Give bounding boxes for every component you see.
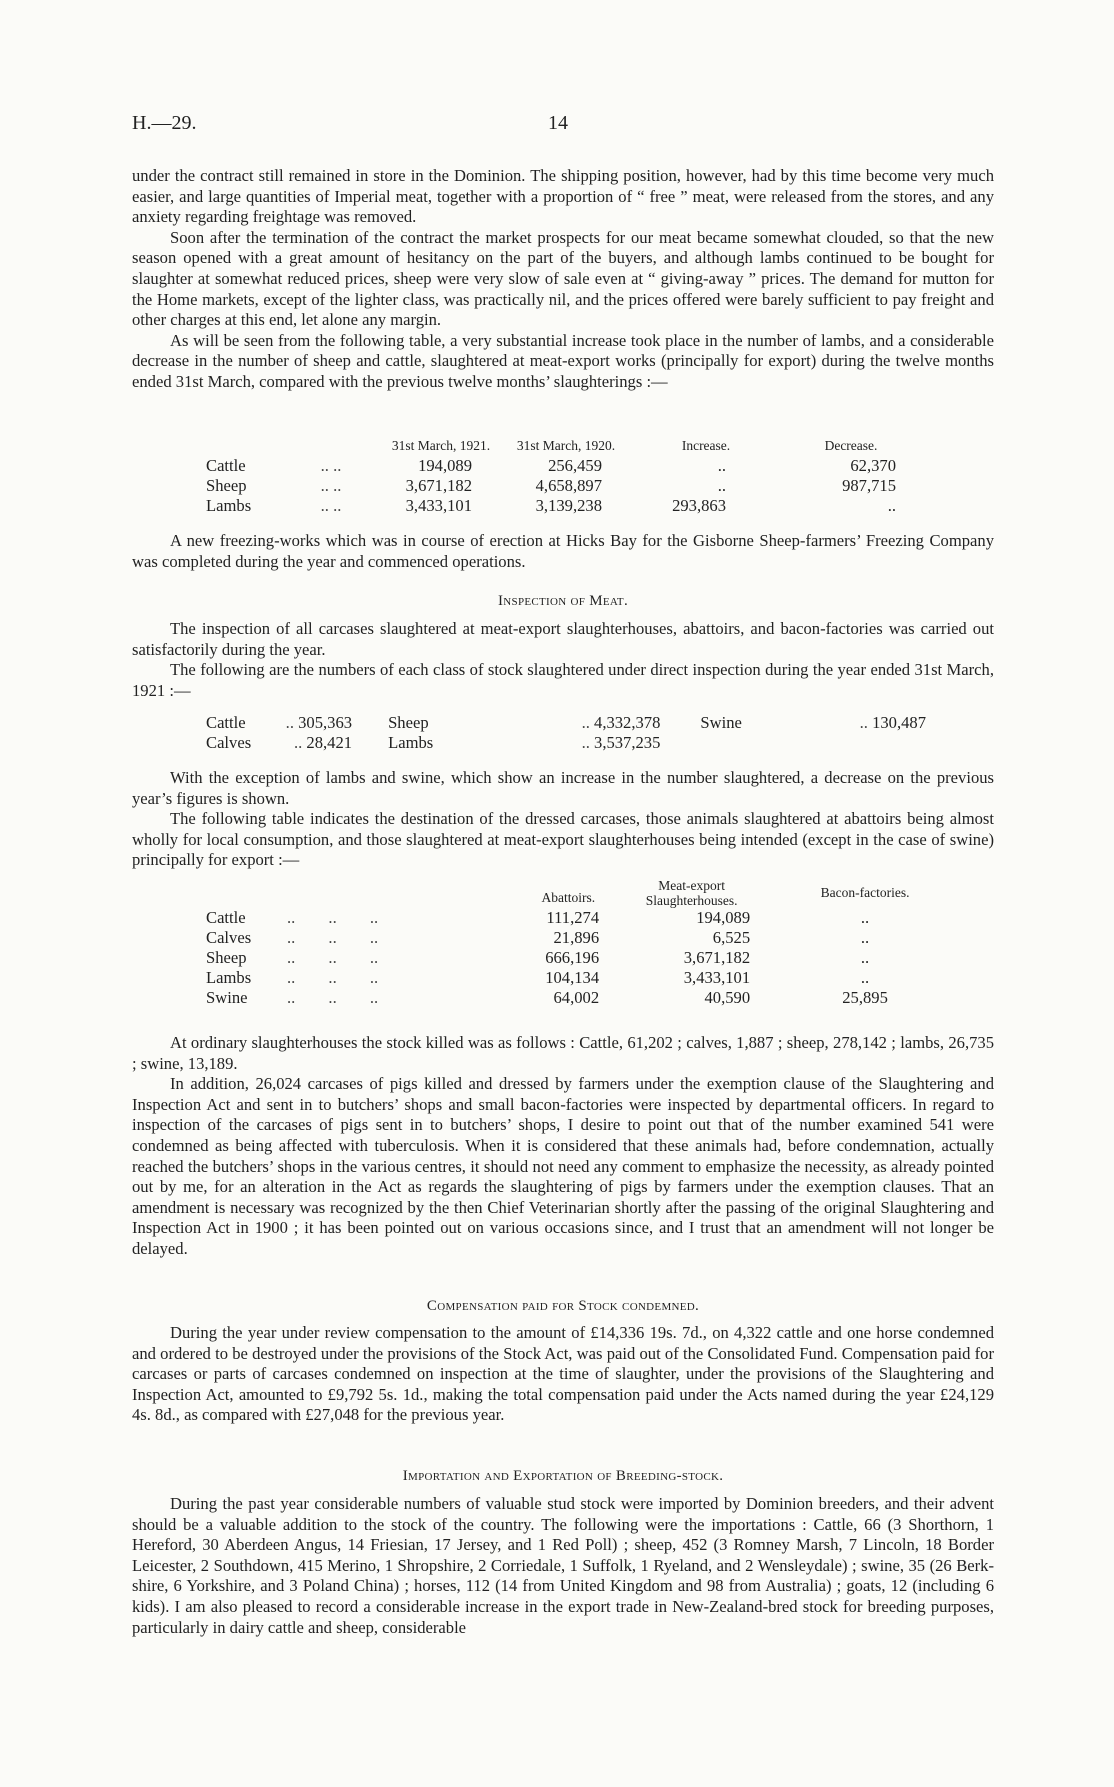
row-value: .. 4,332,378 bbox=[581, 713, 661, 732]
carcase-destination-table bbox=[206, 878, 946, 1008]
row-label: Cattle bbox=[206, 456, 246, 475]
cell-abattoirs: 666,196 bbox=[545, 948, 600, 967]
row-label: Calves bbox=[206, 733, 252, 752]
leader-dots: .. .. bbox=[320, 496, 342, 515]
paragraph: The inspection of all carcases slaughtered at meat-export slaughterhouses, abattoirs, and bacon-factories was carried out satisfactorily during the year. bbox=[132, 619, 994, 659]
cell-meat-export: 40,590 bbox=[704, 988, 751, 1007]
cell-meat-export: 3,671,182 bbox=[683, 948, 751, 967]
row-label: Lambs bbox=[388, 733, 434, 752]
column-header: 31st March, 1921. bbox=[391, 438, 491, 453]
cell-abattoirs: 104,134 bbox=[545, 968, 600, 987]
cell-bacon: .. bbox=[860, 908, 870, 927]
row-label: Swine bbox=[700, 713, 742, 732]
inspection-text bbox=[132, 619, 994, 701]
table-row bbox=[206, 496, 926, 516]
cell-bacon: .. bbox=[860, 968, 870, 987]
column-header: 31st March, 1920. bbox=[516, 438, 616, 453]
cell-meat-export: 3,433,101 bbox=[683, 968, 751, 987]
table-row bbox=[206, 928, 946, 948]
cell-1920: 4,658,897 bbox=[535, 476, 602, 495]
page-number: 14 bbox=[548, 112, 568, 134]
column-header: Increase. bbox=[681, 438, 731, 453]
paragraph: The following table indicates the destination of the dressed carcases, those animals slaughtered at abattoirs being almost wholly for local consumption, and those slaughtered at meat-export slaughterhouses being intended (except in the case of swine) principally for export :— bbox=[132, 809, 994, 870]
freezing-works-text bbox=[132, 531, 994, 572]
row-label: Lambs bbox=[206, 968, 252, 987]
paragraph: Soon after the termination of the contract the market prospects for our meat became somewhat clouded, so that the new season opened with a great amount of hesitancy on the part of the buyers, and although lambs continued to be bought for slaughter at somewhat reduced prices, sheep were very slow of sale even at “ giving-away ” prices. The demand for mutton for the Home markets, except of the lighter class, was practically nil, and the prices offered were barely sufficient to pay freight and other charges at this end, let alone any margin. bbox=[132, 227, 994, 330]
inspection-numbers-table bbox=[206, 713, 926, 753]
row-label: Swine bbox=[206, 988, 248, 1007]
intro-text bbox=[132, 166, 994, 393]
cell-meat-export: 6,525 bbox=[712, 928, 751, 947]
row-value: .. 305,363 bbox=[285, 713, 353, 732]
cell-1921: 194,089 bbox=[418, 456, 472, 475]
table-header-row bbox=[206, 436, 926, 456]
leader-dots: .. .. bbox=[320, 456, 342, 475]
cell-bacon: 25,895 bbox=[842, 988, 888, 1007]
paragraph: During the year under review compensation to the amount of £14,336 19s. 7d., on 4,322 cattle and one horse condemned and ordered to be destroyed under the provisions of the Stock Act, was paid out of the Consolidated Fund. Compensation paid for carcases or parts of carcases condemned on inspection at the time of slaughter, under the provisions of the Slaughtering and Inspection Act, amounted to £9,792 5s. 1d., making the total compensation paid under the Acts named during the year £24,129 4s. 8d., as compared with £27,048 for the previous year. bbox=[132, 1323, 994, 1425]
row-label: Sheep bbox=[206, 476, 247, 495]
table-row bbox=[206, 948, 946, 968]
column-header bbox=[599, 878, 784, 908]
paragraph: With the exception of lambs and swine, which show an increase in the number slaughtered, a decrease on the previous year’s figures is shown. bbox=[132, 768, 994, 808]
column-header: Bacon-factories. bbox=[820, 885, 910, 900]
row-value: .. 130,487 bbox=[859, 713, 926, 732]
cell-abattoirs: 64,002 bbox=[553, 988, 600, 1007]
row-label: Sheep bbox=[388, 713, 429, 732]
row-label: Lambs bbox=[206, 496, 252, 515]
row-label: Cattle bbox=[206, 713, 246, 732]
paragraph: The following are the numbers of each class of stock slaughtered under direct inspection during the year ended 31st March, 1921 :— bbox=[132, 660, 994, 700]
row-label: Calves bbox=[206, 928, 252, 947]
cell-meat-export: 194,089 bbox=[696, 908, 751, 927]
cell-1920: 3,139,238 bbox=[535, 496, 602, 515]
cell-decrease: 987,715 bbox=[842, 476, 896, 495]
paragraph: under the contract still remained in store in the Dominion. The shipping position, however, had by this time become very much easier, and large quantities of Imperial meat, together with a proportion of “ free ” meat, were released from the stores, and any anxiety regarding freightage was removed. bbox=[132, 166, 994, 227]
cell-increase: .. bbox=[717, 456, 726, 475]
table-row bbox=[206, 988, 946, 1008]
section-heading-inspection: Inspection of Meat. bbox=[497, 593, 628, 609]
column-header-line: Slaughterhouses. bbox=[645, 893, 738, 908]
slaughter-comparison-table bbox=[206, 436, 926, 516]
section-heading-importation: Importation and Exportation of Breeding-stock. bbox=[402, 1468, 724, 1484]
row-value: .. 3,537,235 bbox=[581, 733, 661, 752]
cell-abattoirs: 111,274 bbox=[546, 908, 600, 927]
leader-dots: .. .. .. bbox=[286, 948, 379, 967]
table-row bbox=[206, 476, 926, 496]
slaughterhouse-text bbox=[132, 1033, 994, 1260]
table-row bbox=[206, 456, 926, 476]
cell-abattoirs: 21,896 bbox=[553, 928, 600, 947]
cell-increase: .. bbox=[717, 476, 726, 495]
section-heading-compensation: Compensation paid for Stock condemned. bbox=[426, 1298, 700, 1314]
table-row bbox=[206, 908, 946, 928]
paragraph: A new freezing-works which was in course of erection at Hicks Bay for the Gisborne Sheep-farmers’ Freezing Company was completed during the year and commenced operations. bbox=[132, 531, 994, 571]
table-row bbox=[206, 733, 926, 753]
paragraph: As will be seen from the following table, a very substantial increase took place in the number of lambs, and a considerable decrease in the number of sheep and cattle, slaughtered at meat-export works (principally for export) during the twelve months ended 31st March, compared with the previous twelve months’ slaughterings :— bbox=[132, 330, 994, 391]
column-header-line: Meat-export bbox=[658, 878, 725, 893]
table-row bbox=[206, 713, 926, 733]
importation-text bbox=[132, 1494, 994, 1638]
cell-increase: 293,863 bbox=[672, 496, 726, 515]
cell-bacon: .. bbox=[860, 948, 870, 967]
row-label: Cattle bbox=[206, 908, 246, 927]
leader-dots: .. .. .. bbox=[286, 908, 379, 927]
cell-decrease: 62,370 bbox=[850, 456, 896, 475]
cell-decrease: .. bbox=[887, 496, 896, 515]
leader-dots: .. .. .. bbox=[286, 968, 379, 987]
document-reference: H.—29. bbox=[132, 112, 197, 134]
leader-dots: .. .. .. bbox=[286, 988, 379, 1007]
paragraph: At ordinary slaughterhouses the stock killed was as follows : Cattle, 61,202 ; calves, 1,887 ; sheep, 278,142 ; lambs, 26,735 ; swine, 13,189. bbox=[132, 1033, 994, 1073]
destination-text bbox=[132, 768, 994, 871]
cell-1921: 3,671,182 bbox=[405, 476, 472, 495]
leader-dots: .. .. .. bbox=[286, 928, 379, 947]
cell-1921: 3,433,101 bbox=[405, 496, 472, 515]
cell-bacon: .. bbox=[860, 928, 870, 947]
paragraph: In addition, 26,024 carcases of pigs killed and dressed by farmers under the exemption clause of the Slaughtering and Inspection Act and sent in to butchers’ shops and small bacon-factories were inspected by departmental officers. In regard to inspection of the carcases of pigs sent in to butchers’ shops, I desire to point out that of the number examined 541 were condemned as being affected with tuberculosis. When it is considered that these animals had, before condemnation, actually reached the butchers’ shops in the various centres, it should not need any comment to emphasize the necessity, as already pointed out by me, for an alteration in the Act as regards the slaughtering of pigs by farmers under the exemption clauses. That an amendment is necessary was recognized by the then Chief Veterinarian shortly after the passing of the original Slaughtering and Inspection Act in 1900 ; it has been pointed out on various occasions since, and I trust that an amendment will not longer be delayed. bbox=[132, 1074, 994, 1258]
column-header: Abattoirs. bbox=[541, 890, 596, 905]
row-value: .. 28,421 bbox=[293, 733, 353, 752]
cell-1920: 256,459 bbox=[548, 456, 602, 475]
column-header: Decrease. bbox=[824, 438, 878, 453]
table-row bbox=[206, 968, 946, 988]
leader-dots: .. .. bbox=[320, 476, 342, 495]
compensation-text bbox=[132, 1323, 994, 1426]
row-label: Sheep bbox=[206, 948, 247, 967]
paragraph: During the past year considerable numbers of valuable stud stock were imported by Dominion breeders, and their advent should be a valuable addition to the stock of the country. The following were the importations : Cattle, 66 (3 Shorthorn, 1 Hereford, 30 Aberdeen Angus, 14 Friesian, 17 Jersey, and 1 Red Poll) ; sheep, 452 (3 Romney Marsh, 7 Lincoln, 18 Border Leicester, 2 Southdown, 415 Merino, 1 Shropshire, 2 Corriedale, 1 Suffolk, 1 Ryeland, and 2 Wensleydale) ; swine, 35 (26 Berk-shire, 6 Yorkshire, and 3 Poland China) ; horses, 112 (14 from United Kingdom and 98 from Australia) ; goats, 12 (including 6 kids). I am also pleased to record a considerable increase in the export trade in New-Zealand-bred stock for breeding purposes, particularly in dairy cattle and sheep, considerable bbox=[132, 1494, 994, 1637]
table-header-row bbox=[206, 878, 946, 908]
